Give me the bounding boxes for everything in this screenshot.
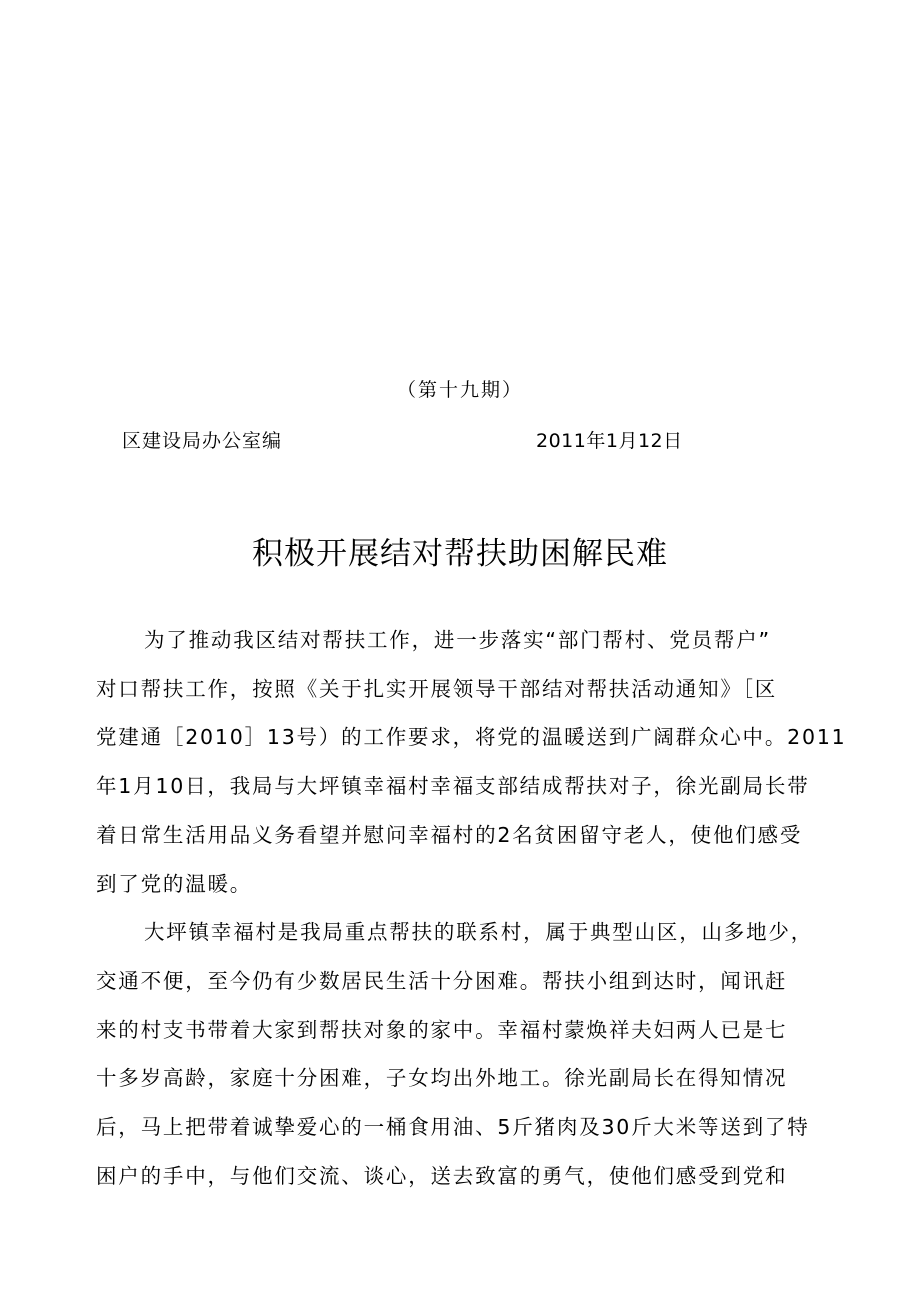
paragraph-2: [96, 908, 826, 1200]
paragraph-line: 大坪镇幸福村是我局重点帮扶的联系村，属于典型山区，山多地少，: [144, 920, 813, 945]
paragraph-line: 交通不便，至今仍有少数居民生活十分困难。帮扶小组到达时，闻讯赶: [96, 968, 788, 993]
paragraph-line: 十多岁高龄，家庭十分困难，子女均出外地工。徐光副局长在得知情况: [96, 1066, 788, 1091]
article-body: [96, 616, 847, 1200]
issue-number: （第十九期）: [396, 379, 523, 401]
paragraph-line: 到了党的温暖。: [96, 871, 253, 896]
article-title: 积极开展结对帮扶助困解民难: [252, 536, 668, 572]
paragraph-1: [96, 616, 847, 908]
paragraph-line: 后，马上把带着诚挚爱心的一桶食用油、5斤猪肉及30斤大米等送到了特: [96, 1115, 810, 1140]
paragraph-line: 着日常生活用品义务看望并慰问幸福村的2名贫困留守老人，使他们感受: [96, 822, 803, 847]
publication-info: [0, 426, 920, 456]
paragraph-line: 年1月10日，我局与大坪镇幸福村幸福支部结成帮扶对子，徐光副局长带: [96, 774, 810, 799]
publisher: 区建设局办公室编: [122, 430, 283, 452]
paragraph-line: 来的村支书带着大家到帮扶对象的家中。幸福村蒙焕祥夫妇两人已是七: [96, 1017, 788, 1042]
paragraph-line: 党建通［2010］13号）的工作要求，将党的温暖送到广阔群众心中。2011: [96, 725, 847, 750]
paragraph-line: 为了推动我区结对帮扶工作，进一步落实“部门帮村、党员帮户”: [144, 628, 771, 652]
paragraph-line: 困户的手中，与他们交流、谈心，送去致富的勇气，使他们感受到党和: [96, 1163, 788, 1188]
publish-date: 2011年1月12日: [536, 430, 683, 452]
paragraph-line: 对口帮扶工作，按照《关于扎实开展领导干部结对帮扶活动通知》［区: [96, 676, 778, 701]
